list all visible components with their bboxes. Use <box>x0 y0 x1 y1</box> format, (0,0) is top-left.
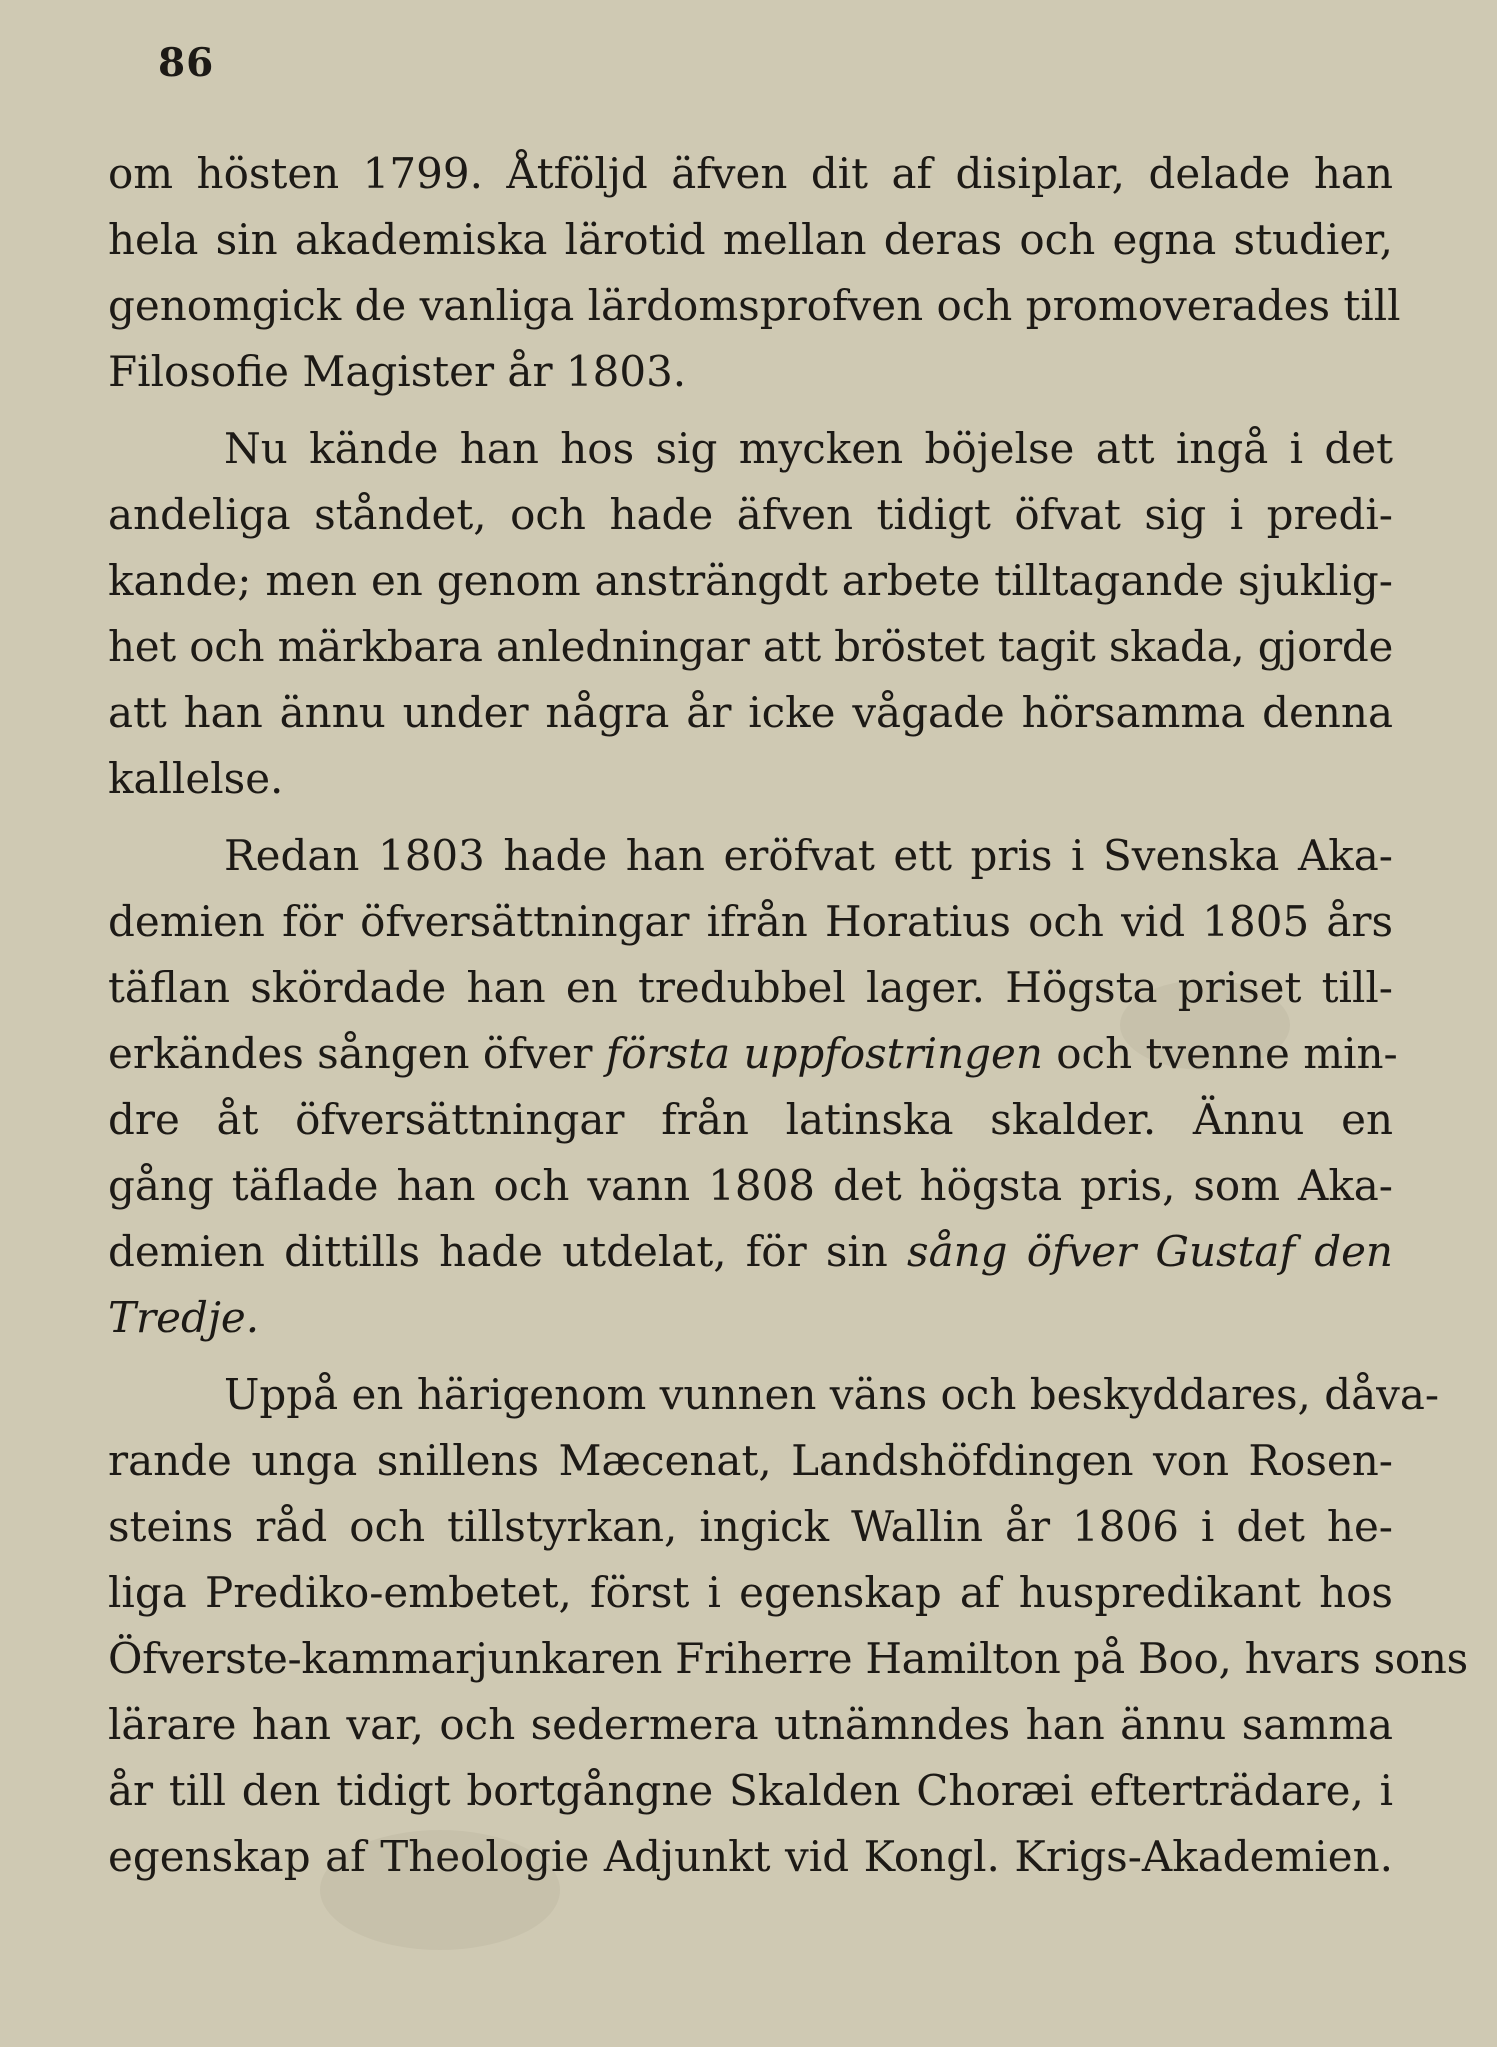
line-text-start: demien dittills hade utdelat, för sin <box>108 1227 908 1276</box>
line-text-start: erkändes sången öfver <box>108 1029 606 1078</box>
text-line-with-italic <box>108 1218 1393 1286</box>
text-line: kallelse. <box>108 754 284 803</box>
italic-title-end: Tredje. <box>108 1293 260 1342</box>
text-line: andeliga ståndet, och hade äfven tidigt öfvat sig i predi- <box>108 490 1393 539</box>
page-number: 86 <box>158 40 215 86</box>
text-line: att han ännu under några år icke vågade hörsamma denna <box>108 688 1393 737</box>
text-line: genomgick de vanliga lärdomsprofven och promoverades till <box>108 281 1401 330</box>
text-line: om hösten 1799. Åtföljd äfven dit af disiplar, delade han <box>108 149 1393 198</box>
text-line: Uppå en härigenom vunnen väns och beskyddares, dåva- <box>224 1370 1440 1419</box>
italic-title: första uppfostringen <box>605 1029 1043 1078</box>
text-line-with-italic <box>108 1020 1398 1088</box>
line-text-end: och tvenne min- <box>1042 1029 1398 1078</box>
text-line: Öfverste-kammarjunkaren Friherre Hamilton på Boo, hvars sons <box>108 1634 1468 1683</box>
text-line: het och märkbara anledningar att bröstet tagit skada, gjorde <box>108 622 1393 671</box>
text-line: år till den tidigt bortgångne Skalden Choræi efterträdare, i <box>108 1766 1393 1815</box>
text-line: kande; men en genom ansträngdt arbete tilltagande sjuklig- <box>108 556 1393 605</box>
text-line: demien för öfversättningar ifrån Horatius och vid 1805 års <box>108 897 1393 946</box>
text-line: liga Prediko-embetet, först i egenskap af huspredikant hos <box>108 1568 1393 1617</box>
italic-title: sång öfver Gustaf den <box>907 1227 1393 1276</box>
text-line: egenskap af Theologie Adjunkt vid Kongl. Krigs-Akademien. <box>108 1832 1393 1881</box>
text-line: Filosofie Magister år 1803. <box>108 347 687 396</box>
text-line: dre åt öfversättningar från latinska skalder. Ännu en <box>108 1095 1393 1144</box>
text-line: gång täflade han och vann 1808 det högsta pris, som Aka- <box>108 1161 1393 1210</box>
text-line: Nu kände han hos sig mycken böjelse att ingå i det <box>224 424 1393 473</box>
text-line: rande unga snillens Mæcenat, Landshöfdingen von Rosen- <box>108 1436 1393 1485</box>
text-line: Redan 1803 hade han eröfvat ett pris i Svenska Aka- <box>224 831 1393 880</box>
text-line: lärare han var, och sedermera utnämndes han ännu samma <box>108 1700 1393 1749</box>
text-line: steins råd och tillstyrkan, ingick Wallin år 1806 i det he- <box>108 1502 1393 1551</box>
text-line: täflan skördade han en tredubbel lager. Högsta priset till- <box>108 963 1393 1012</box>
text-line: hela sin akademiska lärotid mellan deras och egna studier, <box>108 215 1393 264</box>
